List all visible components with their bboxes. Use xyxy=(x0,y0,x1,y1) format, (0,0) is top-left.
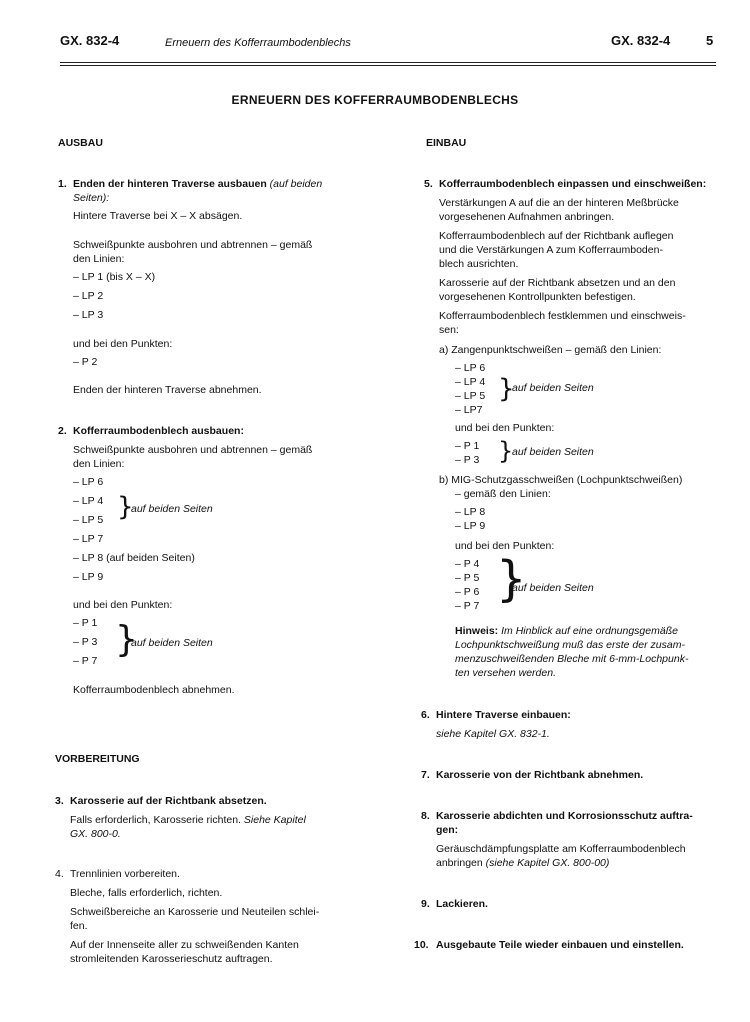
text-line: und bei den Punkten: xyxy=(455,540,555,552)
text-line: vorgesehenen Aufnahmen anbringen. xyxy=(439,211,615,223)
text-line: Bleche, falls erforderlich, richten. xyxy=(70,887,223,899)
text-line: Schweißpunkte ausbohren und abtrennen – gemäß xyxy=(73,444,313,456)
text-line: und die Verstärkungen A zum Kofferraumboden- xyxy=(439,244,663,256)
step-6-number: 6. xyxy=(421,709,430,721)
brace: } xyxy=(115,619,138,660)
header-rule-top xyxy=(60,62,716,63)
note-line: ten versehen werden. xyxy=(455,667,556,679)
step-5-heading: Kofferraumbodenblech einpassen und einschweißen: xyxy=(439,178,707,190)
step-10-heading: Ausgebaute Teile wieder einbauen und einstellen. xyxy=(436,939,684,951)
step-7-heading: Karosserie von der Richtbank abnehmen. xyxy=(436,769,644,781)
list-item: – LP 5 xyxy=(73,514,104,526)
list-item: – LP 8 xyxy=(455,506,486,518)
note-line: menzuschweißenden Bleche mit 6-mm-Lochpunk- xyxy=(455,653,689,665)
text-line: siehe Kapitel GX. 832-1. xyxy=(436,728,550,740)
substep-a: a) Zangenpunktschweißen – gemäß den Linien: xyxy=(439,344,662,356)
text-line: und bei den Punkten: xyxy=(73,599,173,611)
text-line: Auf der Innenseite aller zu schweißenden Kanten xyxy=(70,939,299,951)
step-1-heading: Enden der hinteren Traverse ausbauen (auf beiden xyxy=(73,178,323,190)
step-9-number: 9. xyxy=(421,898,430,910)
step-4-heading: Trennlinien vorbereiten. xyxy=(70,868,180,880)
text-line: Kofferraumbodenblech auf der Richtbank auflegen xyxy=(439,230,674,242)
text-line: stromleitenden Karosserieschutz auftragen. xyxy=(70,953,273,965)
text-line: fen. xyxy=(70,920,88,932)
text-line: Kofferraumbodenblech festklemmen und einschweis- xyxy=(439,310,686,322)
substep-b: b) MIG-Schutzgasschweißen (Lochpunktschweißen) xyxy=(439,474,683,486)
text-line: den Linien: xyxy=(73,458,125,470)
list-item: – LP 9 xyxy=(455,520,486,532)
section-einbau: EINBAU xyxy=(426,137,467,149)
step-1-heading-cont: Seiten): xyxy=(73,192,110,204)
list-item: – LP 3 xyxy=(73,309,104,321)
step-2-number: 2. xyxy=(58,425,67,437)
list-item: – LP 9 xyxy=(73,571,104,583)
text-line: Verstärkungen A auf die an der hinteren Meßbrücke xyxy=(439,197,679,209)
step-3-number: 3. xyxy=(55,795,64,807)
list-item: – LP 2 xyxy=(73,290,104,302)
text-line: Enden der hinteren Traverse abnehmen. xyxy=(73,384,262,396)
list-item: – LP 1 (bis X – X) xyxy=(73,271,156,283)
list-item: – P 5 xyxy=(455,572,480,584)
text-line: Karosserie auf der Richtbank absetzen und an den xyxy=(439,277,676,289)
brace: } xyxy=(498,437,514,465)
section-ausbau: AUSBAU xyxy=(58,137,103,149)
list-item: – P 3 xyxy=(73,636,98,648)
step-7-number: 7. xyxy=(421,769,430,781)
list-item: – LP 4 xyxy=(455,376,486,388)
text-line: Schweißbereiche an Karosserie und Neuteilen schlei- xyxy=(70,906,320,918)
text-line: Schweißpunkte ausbohren und abtrennen – gemäß xyxy=(73,239,313,251)
header-code-right: GX. 832-4 xyxy=(611,33,671,48)
text-line: sen: xyxy=(439,324,459,336)
list-item: – LP 4 xyxy=(73,495,104,507)
step-8-number: 8. xyxy=(421,810,430,822)
step-9-heading: Lackieren. xyxy=(436,898,488,910)
header-rule-bottom xyxy=(60,65,716,66)
brace: } xyxy=(496,551,527,607)
list-item: – P 4 xyxy=(455,558,480,570)
text-line: GX. 800-0. xyxy=(70,828,121,840)
step-6-heading: Hintere Traverse einbauen: xyxy=(436,709,571,721)
section-vorbereitung: VORBEREITUNG xyxy=(55,753,140,765)
brace: } xyxy=(498,374,515,404)
list-item: – LP7 xyxy=(455,404,483,416)
list-item: – LP 7 xyxy=(73,533,104,545)
text-line: Hintere Traverse bei X – X absägen. xyxy=(73,210,243,222)
text-line: blech ausrichten. xyxy=(439,258,519,270)
step-8-heading-cont: gen: xyxy=(436,824,459,836)
brace-label: auf beiden Seiten xyxy=(131,637,213,649)
brace-label: auf beiden Seiten xyxy=(512,382,594,394)
list-item: – P 6 xyxy=(455,586,480,598)
list-item: – P 2 xyxy=(73,356,98,368)
page-number: 5 xyxy=(706,33,714,48)
text-line: Falls erforderlich, Karosserie richten. Siehe Kapitel xyxy=(70,814,306,826)
brace-label: auf beiden Seiten xyxy=(512,446,594,458)
brace: } xyxy=(117,492,134,522)
text-line: Geräuschdämpfungsplatte am Kofferraumbodenblech xyxy=(436,843,686,855)
step-2-heading: Kofferraumbodenblech ausbauen: xyxy=(73,425,244,437)
list-item: – P 1 xyxy=(73,617,98,629)
text-line: und bei den Punkten: xyxy=(73,338,173,350)
page-title: ERNEUERN DES KOFFERRAUMBODENBLECHS xyxy=(231,93,519,107)
step-4-number: 4. xyxy=(55,868,64,880)
brace-label: auf beiden Seiten xyxy=(512,582,594,594)
step-8-heading: Karosserie abdichten und Korrosionsschutz auftra- xyxy=(436,810,693,822)
list-item: – LP 5 xyxy=(455,390,486,402)
text-line: vorgesehenen Kontrollpunkten befestigen. xyxy=(439,291,636,303)
text-line: und bei den Punkten: xyxy=(455,422,555,434)
brace-label: auf beiden Seiten xyxy=(131,503,213,515)
text-line: den Linien: xyxy=(73,253,125,265)
note-line: Lochpunktschweißung muß das erste der zusam- xyxy=(455,639,685,651)
list-item: – P 7 xyxy=(73,655,98,667)
list-item: – LP 6 xyxy=(455,362,486,374)
list-item: – LP 8 (auf beiden Seiten) xyxy=(73,552,195,564)
list-item: – LP 6 xyxy=(73,476,104,488)
text-line: anbringen (siehe Kapitel GX. 800-00) xyxy=(436,857,610,869)
text-line: Kofferraumbodenblech abnehmen. xyxy=(73,684,235,696)
text-line: – gemäß den Linien: xyxy=(455,488,551,500)
header-code-left: GX. 832-4 xyxy=(60,33,120,48)
step-3-heading: Karosserie auf der Richtbank absetzen. xyxy=(70,795,267,807)
note: Hinweis: Im Hinblick auf eine ordnungsgemäße xyxy=(455,625,678,637)
step-5-number: 5. xyxy=(424,178,433,190)
step-10-number: 10. xyxy=(414,939,429,951)
list-item: – P 3 xyxy=(455,454,480,466)
list-item: – P 1 xyxy=(455,440,480,452)
step-1-number: 1. xyxy=(58,178,67,190)
header-subtitle: Erneuern des Kofferraumbodenblechs xyxy=(165,37,351,49)
list-item: – P 7 xyxy=(455,600,480,612)
